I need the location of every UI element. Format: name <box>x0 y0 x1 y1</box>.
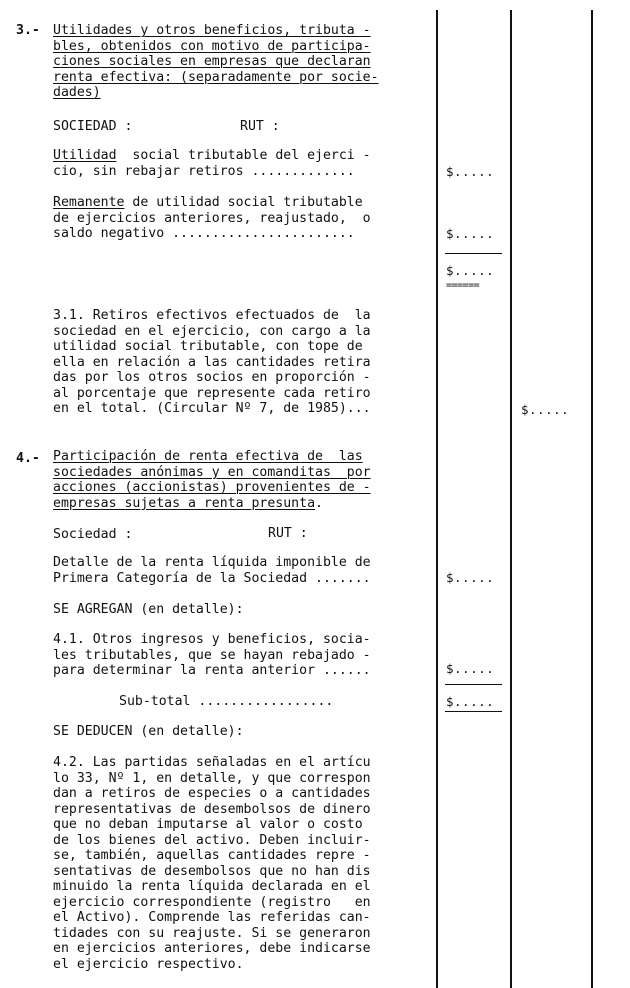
amount-field[interactable]: $..... <box>521 402 570 417</box>
section-title <box>53 449 371 511</box>
utilidad-line <box>53 148 371 179</box>
utilidad-label: Utilidad <box>53 148 117 163</box>
section-number: 3.- <box>16 23 40 38</box>
se-deducen-heading: SE DEDUCEN (en detalle): <box>53 724 244 739</box>
amount-field[interactable]: $..... <box>446 661 495 676</box>
section-title: Utilidades y otros beneficios, tributa - bles, obtenidos con motivo de participa- ciones sociales en empresas que declaran renta efectiva: (separadamente por socie- dades) <box>53 23 379 100</box>
double-underline: ====== <box>446 280 480 291</box>
column-rule-right <box>591 10 593 988</box>
subsection-3-1: 3.1. Retiros efectivos efectuados de la sociedad en el ejercicio, con cargo a la utilidad social tributable, con tope de ella en relación a las cantidades retira das por los otros socios en proporción - al porcentaje que represente cada retiro en el total. (Circular Nº 7, de 1985)... <box>53 308 371 416</box>
remanente-label: Remanente <box>53 195 125 210</box>
subtotal-line: Sub-total ................. <box>119 694 334 709</box>
amount-field[interactable]: $..... <box>446 164 495 179</box>
sociedad-label: Sociedad : <box>53 527 133 542</box>
subtotal-rule-bottom <box>445 711 502 712</box>
remanente-line <box>53 195 371 242</box>
rut-label: RUT : <box>268 526 308 541</box>
subsection-4-2: 4.2. Las partidas señaladas en el artícu lo 33, Nº 1, en detalle, y que correspon dan a retiros de especies o a cantidades representativas de desembolsos de dinero que no deban imputarse al valor o costo de los bienes del activo. Deben incluir- se, también, aquellas cantidades repre - sentativas de desembolsos que no han dis minuido la renta líquida declarada en el ejercicio correspondiente (registro en el Activo). Comprende las referidas can- tidades con su reajuste. Si se generaron en ejercicios anteriores, debe indicarse el ejercicio respectivo. <box>53 755 371 972</box>
column-rule-middle <box>510 10 512 988</box>
subtotal-rule <box>445 684 502 685</box>
section-title-end: . <box>315 495 323 511</box>
amount-subtotal[interactable]: $..... <box>446 694 495 709</box>
subsection-4-1: 4.1. Otros ingresos y beneficios, socia- les tributables, que se hayan rebajado - para determinar la renta anterior ...... <box>53 632 371 678</box>
amount-field[interactable]: $..... <box>446 570 495 585</box>
detalle-renta: Detalle de la renta líquida imponible de Primera Categoría de la Sociedad ....... <box>53 555 371 586</box>
amount-total[interactable]: $..... <box>446 263 495 278</box>
section-title-text: Participación de renta efectiva de las sociedades anónimas y en comanditas por acciones (accionistas) provenientes de - empresas sujetas a renta presunta <box>53 449 371 511</box>
utilidad-description: social tributable del ejerci - cio, sin rebajar retiros ............. <box>53 148 371 179</box>
se-agregan-heading: SE AGREGAN (en detalle): <box>53 602 244 617</box>
amount-field[interactable]: $..... <box>446 226 495 241</box>
section-number: 4.- <box>16 451 40 466</box>
remanente-description: de utilidad social tributable de ejercicios anteriores, reajustado, o saldo negativo ....................... <box>53 195 371 241</box>
total-rule <box>445 253 502 254</box>
column-rule-left <box>436 10 438 988</box>
sociedad-label: SOCIEDAD : <box>53 119 133 134</box>
rut-label: RUT : <box>240 119 280 134</box>
